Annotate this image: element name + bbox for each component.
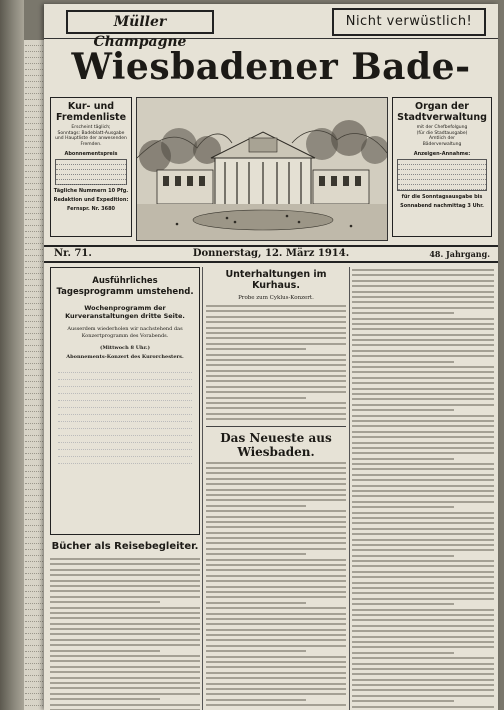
kurhaus-heading: Unterhaltungen im Kurhaus. — [225, 269, 327, 291]
right-box-line: Bäderverwaltung — [422, 141, 462, 147]
program-item — [58, 373, 192, 380]
program-item — [58, 380, 192, 387]
program-item — [58, 429, 192, 436]
kur-fremdenliste-title: Kur- und Fremdenliste — [55, 101, 127, 123]
top-ad-band — [44, 4, 498, 50]
previous-page-column — [24, 40, 46, 710]
anzeigen-label: Anzeigen-Annahme: — [413, 151, 471, 157]
price-table — [55, 159, 127, 185]
right-box-bottom: Sonnabend nachmittag 3 Uhr. — [400, 203, 484, 209]
program-item — [58, 387, 192, 394]
neueste-heading: Das Neueste aus Wiesbaden. — [220, 430, 332, 459]
program-item — [58, 457, 192, 464]
section-rule — [206, 426, 346, 427]
prev-text-line — [25, 706, 45, 710]
tagesprogramm-box — [50, 267, 200, 535]
book-spine — [0, 0, 24, 710]
text-line — [206, 416, 346, 421]
stadtverwaltung-box — [392, 97, 492, 237]
program-item — [58, 450, 192, 457]
left-box-line: Sonntags: Badeblatt-Ausgabe — [57, 130, 125, 136]
column-2 — [206, 267, 346, 710]
concert-head: (Mittwoch 8 Uhr.) — [100, 345, 150, 351]
kurhaus-illustration — [136, 97, 388, 241]
left-box-line: Fremden. — [80, 141, 102, 147]
header-boxes — [44, 95, 498, 245]
left-box-bottom: Redaktion und Expedition: — [53, 197, 129, 203]
newspaper-page — [44, 4, 498, 710]
program-item — [58, 415, 192, 422]
column-rule — [202, 267, 203, 710]
masthead-title: Wiesbadener Bade- — [71, 46, 471, 88]
left-box-line: Erscheint täglich; — [71, 125, 111, 130]
program-item — [58, 443, 192, 450]
ad-nicht-verwuestlich: Nicht verwüstlich! — [332, 8, 486, 36]
column-rule — [349, 267, 350, 710]
program-mid: Wochenprogramm der Kurveranstaltungen dritte Seite. — [65, 304, 185, 320]
issue-year: 48. Jahrgang. — [429, 249, 490, 259]
neueste-article — [206, 460, 346, 710]
issue-date: Donnerstag, 12. März 1914. — [192, 248, 350, 259]
program-item — [58, 401, 192, 408]
program-item — [58, 366, 192, 373]
buecher-article — [50, 556, 200, 710]
concert-sub: Abonnements-Konzert des Kurorchesters. — [66, 353, 184, 360]
anzeigen-table — [397, 159, 487, 191]
column-3-article — [352, 267, 494, 710]
column-1 — [50, 267, 200, 710]
stadtverwaltung-title: Organ der Stadtverwaltung — [397, 101, 487, 123]
left-box-bottom: Fernspr. Nr. 3680 — [66, 206, 116, 212]
abonnement-label: Abonnementspreis — [64, 151, 118, 157]
program-items — [56, 366, 194, 464]
right-box-line: mit der Chefbefolgung — [416, 125, 468, 130]
issue-number: Nr. 71. — [54, 248, 92, 259]
left-box-line: und Hauptliste der anwesenden — [55, 136, 127, 141]
article-columns — [44, 263, 498, 710]
kurhaus-subheading: Probe zum Cyklus-Konzert. — [238, 295, 314, 301]
program-note: Ausserdem wiederholen wir nachstehend das Konzertprogramm des Vorabends. — [67, 326, 183, 339]
column-3 — [352, 267, 494, 710]
kur-fremdenliste-box — [50, 97, 132, 237]
left-box-bottom: Tägliche Nummern 10 Pfg. — [53, 188, 129, 194]
program-title: Ausführliches Tagesprogramm umstehend. — [56, 276, 194, 297]
right-box-line: Amtlich der — [429, 136, 455, 141]
program-item — [58, 436, 192, 443]
right-box-bottom: für die Sonntagsausgabe bis — [401, 194, 483, 200]
right-box-line: (für die Stadtausgabe) — [416, 130, 468, 136]
kurhaus-article — [206, 303, 346, 422]
program-item — [58, 394, 192, 401]
issue-info-bar — [44, 245, 498, 263]
buecher-heading: Bücher als Reisebegleiter. — [51, 541, 199, 552]
ad-mueller-champagne: Müller Champagne — [66, 10, 214, 34]
program-item — [58, 422, 192, 429]
program-item — [58, 408, 192, 415]
